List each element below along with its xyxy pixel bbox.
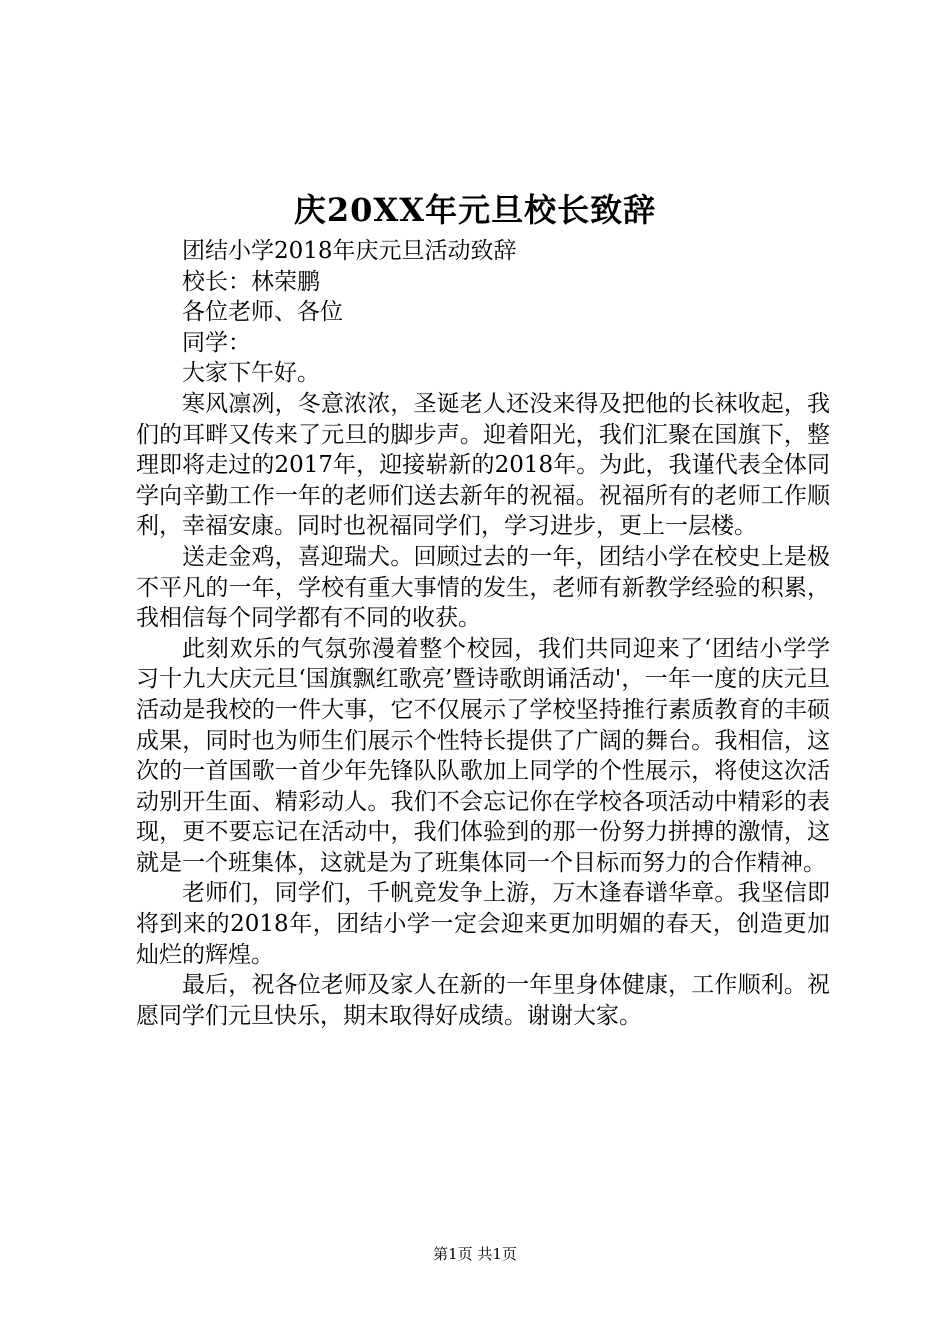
document-title: 庆20XX年元旦校长致辞	[293, 191, 657, 229]
paragraph-body: 此刻欢乐的气氛弥漫着整个校园，我们共同迎来了‘团结小学学习十九大庆元旦‘国旗飘红歌亮’暨诗歌朗诵活动'，一年一度的庆元旦活动是我校的一件大事，它不仅展示了学校坚持推行素质教育的丰硕成果，同时也为师生们展示个性特长提供了广阔的舞台。我相信，这次的一首国歌一首少年先锋队队歌加上同学的个性展示，将使这次活动别开生面、精彩动人。我们不会忘记你在学校各项活动中精彩的表现，更不要忘记在活动中，我们体验到的那一份努力拼搏的激情，这就是一个班集体，这就是为了班集体同一个目标而努力的合作精神。	[136, 635, 830, 876]
paragraph-body: 寒风凛冽，冬意浓浓，圣诞老人还没来得及把他的长袜收起，我们的耳畔又传来了元旦的脚步声。迎着阳光，我们汇聚在国旗下，整理即将走过的2017年，迎接崭新的2018年。为此，我谨代表全体同学向辛勤工作一年的老师们送去新年的祝福。祝福所有的老师工作顺利，幸福安康。同时也祝福同学们，学习进步，更上一层楼。	[136, 390, 830, 540]
paragraph-body: 送走金鸡，喜迎瑞犬。回顾过去的一年，团结小学在校史上是极不平凡的一年，学校有重大事情的发生，老师有新教学经验的积累，我相信每个同学都有不同的收获。	[136, 543, 830, 632]
paragraph-subtitle: 团结小学2018年庆元旦活动致辞	[182, 238, 517, 264]
paragraph-body: 老师们，同学们，千帆竞发争上游，万木逢春谱华章。我坚信即将到来的2018年，团结小学一定会迎来更加明媚的春天，创造更加灿烂的辉煌。	[136, 880, 830, 968]
page-number-footer: 第1页 共1页	[433, 1245, 517, 1263]
paragraph-salutation-teachers: 各位老师、各位	[182, 299, 343, 326]
document-body	[136, 236, 830, 1031]
paragraph-greeting: 大家下午好。	[182, 360, 320, 387]
paragraph-principal: 校长：林荣鹏	[182, 268, 320, 295]
paragraph-closing: 最后，祝各位老师及家人在新的一年里身体健康，工作顺利。祝愿同学们元旦快乐，期末取得好成绩。谢谢大家。	[136, 972, 830, 1029]
paragraph-salutation-students: 同学：	[182, 329, 251, 356]
